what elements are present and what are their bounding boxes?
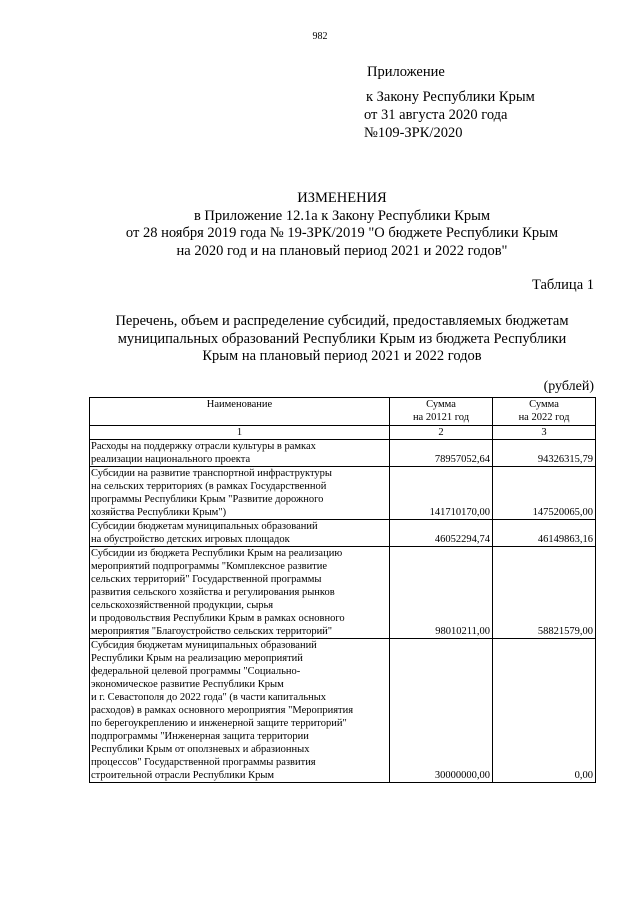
row-sum-2022: 46149863,16 xyxy=(493,520,596,547)
document-title xyxy=(90,190,594,260)
row-name-line: экономическое развитие Республики Крым xyxy=(91,679,284,690)
row-sum-2021: 46052294,74 xyxy=(390,520,493,547)
row-sum-2021: 98010211,00 xyxy=(390,547,493,639)
row-name-line: Субсидия бюджетам муниципальных образований xyxy=(91,640,317,651)
index-cell: 2 xyxy=(390,426,493,440)
table-row xyxy=(90,467,596,520)
row-name-line: процессов" Государственной программы развития xyxy=(91,757,316,768)
row-name-line: Субсидии бюджетам муниципальных образований xyxy=(91,521,318,532)
title-line-3: от 28 ноября 2019 года № 19-ЗРК/2019 "О бюджете Республики Крым xyxy=(125,225,559,241)
row-name-line: Расходы на поддержку отрасли культуры в рамках xyxy=(91,441,316,452)
appendix-number: №109-ЗРК/2020 xyxy=(364,125,463,141)
row-name xyxy=(90,639,390,783)
row-name-line: строительной отрасли Республики Крым xyxy=(91,770,275,781)
row-name-line: Субсидии на развитие транспортной инфраструктуры xyxy=(91,468,332,479)
header-sum-2022: Сумма на 2022 год xyxy=(493,398,596,426)
row-name-line: и г. Севастополя до 2022 года" (в части капитальных xyxy=(91,692,327,703)
row-name-line: подпрограммы "Инженерная защита территории xyxy=(91,731,309,742)
row-name-line: сельских территорий" Государственной программы xyxy=(91,574,322,585)
row-sum-2022: 94326315,79 xyxy=(493,440,596,467)
description-line-3: Крым на плановый период 2021 и 2022 годов xyxy=(202,348,482,364)
subsidies-table xyxy=(89,397,596,783)
appendix-date: от 31 августа 2020 года xyxy=(364,107,508,123)
table-header-row xyxy=(90,398,596,426)
row-name xyxy=(90,467,390,520)
index-cell: 3 xyxy=(493,426,596,440)
appendix-block xyxy=(364,88,535,142)
row-name-line: программы Республики Крым "Развитие дорожного xyxy=(91,494,324,505)
row-name-line: развития сельского хозяйства и регулирования рынков xyxy=(91,587,335,598)
row-name-line: Республики Крым на реализацию мероприятий xyxy=(91,653,303,664)
description-line-2: муниципальных образований Республики Крым из бюджета Республики xyxy=(117,330,567,347)
unit-label: (рублей) xyxy=(543,379,594,394)
appendix-law: к Закону Республики Крым xyxy=(366,89,535,105)
row-name xyxy=(90,520,390,547)
appendix-label: Приложение xyxy=(367,64,445,80)
row-name-line: и продовольствия Республики Крым в рамках основного xyxy=(91,613,345,624)
row-name-line: сельскохозяйственной продукции, сырья xyxy=(91,600,274,611)
table-row xyxy=(90,520,596,547)
row-name-line: на обустройство детских игровых площадок xyxy=(91,534,290,545)
row-name-line: Субсидии из бюджета Республики Крым на реализацию xyxy=(91,548,343,559)
row-sum-2022: 0,00 xyxy=(493,639,596,783)
row-sum-2021: 30000000,00 xyxy=(390,639,493,783)
index-cell: 1 xyxy=(90,426,390,440)
row-sum-2021: 141710170,00 xyxy=(390,467,493,520)
row-name-line: мероприятия "Благоустройство сельских территорий" xyxy=(91,626,333,637)
row-sum-2022: 147520065,00 xyxy=(493,467,596,520)
column-index-row xyxy=(90,426,596,440)
table-label: Таблица 1 xyxy=(531,277,594,293)
table-row xyxy=(90,440,596,467)
description-line-1: Перечень, объем и распределение субсидий, предоставляемых бюджетам xyxy=(115,313,569,329)
row-name xyxy=(90,440,390,467)
header-name: Наименование xyxy=(90,398,390,426)
table-row xyxy=(90,639,596,783)
title-line-4: на 2020 год и на плановый период 2021 и 2022 годов" xyxy=(176,242,508,259)
row-name-line: расходов) в рамках основного мероприятия "Мероприятия xyxy=(91,705,354,716)
table-description xyxy=(90,313,594,366)
row-name-line: хозяйства Республики Крым") xyxy=(91,507,227,518)
title-line-2: в Приложение 12.1а к Закону Республики Крым xyxy=(193,207,491,224)
page-number: 982 xyxy=(312,31,328,42)
row-name-line: федеральной целевой программы "Социально- xyxy=(91,666,301,677)
row-name xyxy=(90,547,390,639)
row-name-line: мероприятий подпрограммы "Комплексное развитие xyxy=(91,561,328,572)
header-sum-2021: Сумма на 20121 год xyxy=(390,398,493,426)
row-name-line: Республики Крым от оползневых и абразионных xyxy=(91,744,310,755)
row-sum-2021: 78957052,64 xyxy=(390,440,493,467)
title-heading: ИЗМЕНЕНИЯ xyxy=(297,190,387,206)
row-name-line: на сельских территориях (в рамках Государственной xyxy=(91,481,327,492)
table-row xyxy=(90,547,596,639)
row-name-line: по берегоукреплению и инженерной защите территорий" xyxy=(91,718,347,729)
row-sum-2022: 58821579,00 xyxy=(493,547,596,639)
row-name-line: реализации национального проекта xyxy=(91,454,251,465)
